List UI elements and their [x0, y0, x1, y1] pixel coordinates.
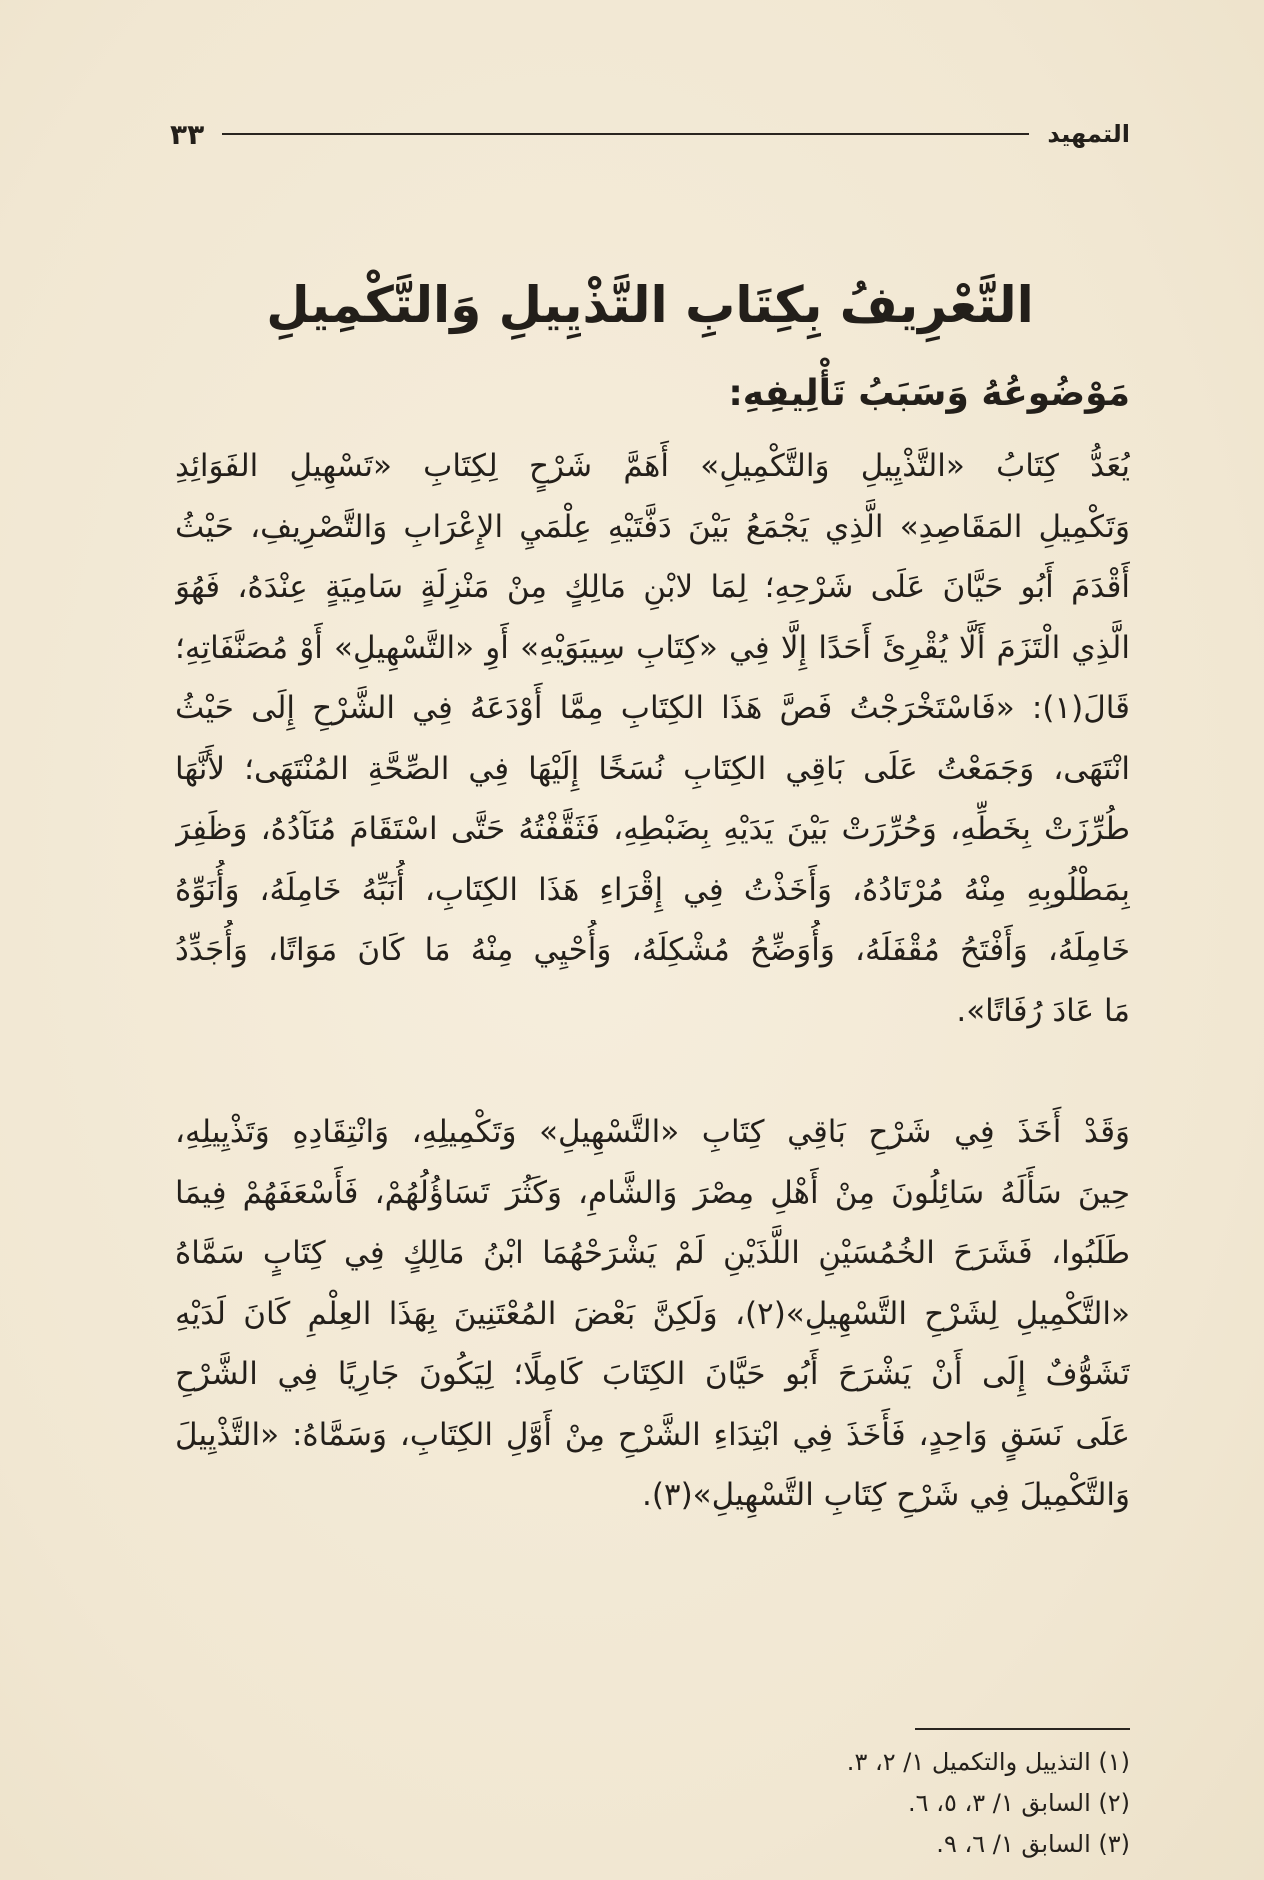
header-rule — [222, 133, 1029, 135]
footnote-separator — [915, 1728, 1130, 1730]
section-heading: مَوْضُوعُهُ وَسَبَبُ تَأْلِيفِهِ: — [728, 373, 1130, 414]
footnote-3: (٣) السابق ١/ ٦، ٩. — [936, 1830, 1130, 1858]
footnote-1: (١) التذييل والتكميل ١/ ٢، ٣. — [846, 1748, 1130, 1776]
page-number: ٣٣ — [170, 117, 205, 151]
chapter-title: التَّعْرِيفُ بِكِتَابِ التَّذْيِيلِ وَالتَّكْمِيلِ — [266, 276, 1034, 334]
text-line: الَّذِي الْتَزَمَ أَلَّا يُقْرِئَ أَحَدًا إِلَّا فِي «كِتَابِ سِيبَوَيْهِ» أَوِ «التَّسْهِيلِ» أَوْ مُصَنَّفَاتِهِ؛ — [175, 629, 1130, 666]
text-line: وَقَدْ أَخَذَ فِي شَرْحِ بَاقِي كِتَابِ «التَّسْهِيلِ» وَتَكْمِيلِهِ، وَانْتِقَادِهِ وَتَذْيِيلِهِ، — [175, 1114, 1130, 1150]
text-line: تَشَوُّفٌ إِلَى أَنْ يَشْرَحَ أَبُو حَيَّانَ الكِتَابَ كَامِلًا؛ لِيَكُونَ جَارِيًا فِي الشَّرْحِ — [175, 1356, 1130, 1392]
paragraph-1 — [175, 436, 1130, 1041]
text-line: بِمَطْلُوبِهِ مِنْهُ مُرْتَادُهُ، وَأَخَذْتُ فِي إِقْرَاءِ هَذَا الكِتَابِ، أُنَبِّهُ خَامِلَهُ، وَأُنَوِّهُ — [175, 871, 1130, 908]
text-line: أَقْدَمَ أَبُو حَيَّانَ عَلَى شَرْحِهِ؛ لِمَا لابْنِ مَالِكٍ مِنْ مَنْزِلَةٍ سَامِيَةٍ عِنْدَهُ، فَهُوَ — [175, 569, 1130, 605]
paragraph-2 — [175, 1102, 1130, 1526]
text-line: وَتَكْمِيلِ المَقَاصِدِ» الَّذِي يَجْمَعُ بَيْنَ دَفَّتَيْهِ عِلْمَيِ الإِعْرَابِ وَالتَّصْرِيفِ، حَيْثُ — [175, 508, 1130, 545]
text-line: انْتَهَى، وَجَمَعْتُ عَلَى بَاقِي الكِتَابِ نُسَخًا إِلَيْهَا فِي الصِّحَّةِ المُنْتَهَى؛ لأَنَّهَا — [175, 750, 1130, 787]
text-line: حِينَ سَأَلَهُ سَائِلُونَ مِنْ أَهْلِ مِصْرَ وَالشَّامِ، وَكَثُرَ تَسَاؤُلُهُمْ، فَأَسْعَفَهُمْ فِيمَا — [175, 1174, 1130, 1211]
text-line: مَا عَادَ رُفَاتًا». — [956, 992, 1130, 1029]
text-line: عَلَى نَسَقٍ وَاحِدٍ، فَأَخَذَ فِي ابْتِدَاءِ الشَّرْحِ مِنْ أَوَّلِ الكِتَابِ، وَسَمَّاهُ: «التَّذْيِيلَ — [175, 1416, 1130, 1453]
text-line: «التَّكْمِيلِ لِشَرْحِ التَّسْهِيلِ»(٢)، وَلَكِنَّ بَعْضَ المُعْتَنِينَ بِهَذَا العِلْمِ كَانَ لَدَيْهِ — [175, 1295, 1130, 1332]
text-line: قَالَ(١): «فَاسْتَخْرَجْتُ فَصَّ هَذَا الكِتَابِ مِمَّا أَوْدَعَهُ فِي الشَّرْحِ إِلَى حَيْثُ — [175, 690, 1130, 726]
text-line: خَامِلَهُ، وَأَفْتَحُ مُقْفَلَهُ، وَأُوَضِّحُ مُشْكِلَهُ، وَأُحْيِي مِنْهُ مَا كَانَ مَوَاتًا، وَأُجَدِّدُ — [175, 932, 1130, 968]
footnotes — [175, 1742, 1130, 1865]
running-header — [170, 112, 1130, 156]
text-line: وَالتَّكْمِيلَ فِي شَرْحِ كِتَابِ التَّسْهِيلِ»(٣). — [641, 1477, 1130, 1513]
text-line: طُرِّزَتْ بِخَطِّهِ، وَحُرِّرَتْ بَيْنَ يَدَيْهِ بِضَبْطِهِ، فَثَقَّفْتُهُ حَتَّى اسْتَقَامَ مُنَآدُهُ، وَظَفِرَ — [175, 811, 1130, 847]
running-title: التمهيد — [1047, 120, 1130, 148]
footnote-2: (٢) السابق ١/ ٣، ٥، ٦. — [908, 1789, 1130, 1817]
text-line: يُعَدُّ كِتَابُ «التَّذْيِيلِ وَالتَّكْمِيلِ» أَهَمَّ شَرْحٍ لِكِتَابِ «تَسْهِيلِ الفَوَائِدِ — [175, 448, 1130, 484]
text-line: طَلَبُوا، فَشَرَحَ الخُمُسَيْنِ اللَّذَيْنِ لَمْ يَشْرَحْهُمَا ابْنُ مَالِكٍ فِي كِتَابٍ سَمَّاهُ — [175, 1235, 1130, 1271]
